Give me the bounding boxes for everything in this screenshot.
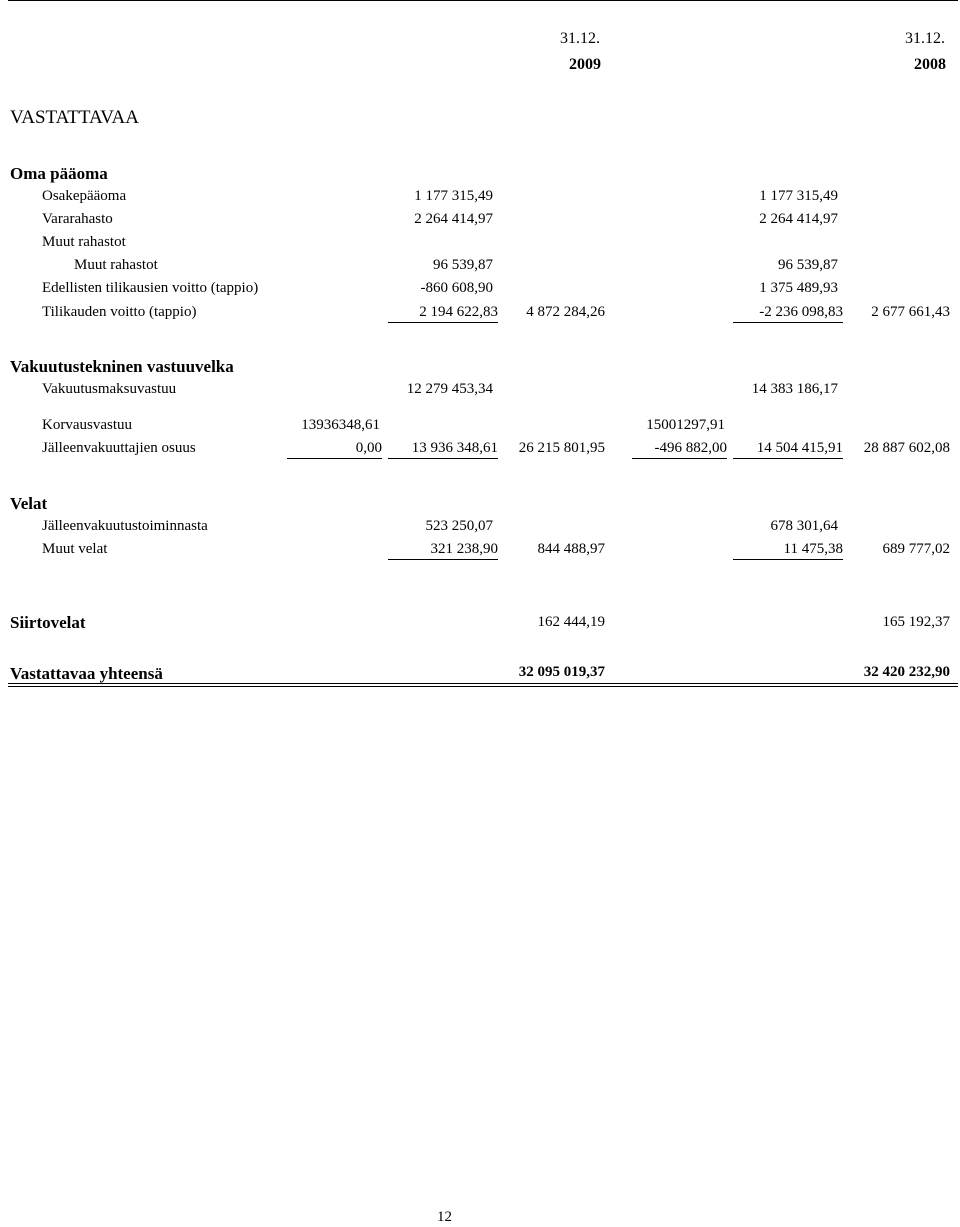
value-tilikauden-2009: 2 194 622,83 <box>388 304 498 323</box>
total-vastuuvelka-2009: 26 215 801,95 <box>518 440 605 456</box>
total-siirtovelat-2008: 165 192,37 <box>882 614 950 630</box>
section-heading-velat: Velat <box>10 494 48 513</box>
row-label-tilikauden: Tilikauden voitto (tappio) <box>42 304 197 320</box>
section-heading-vastuuvelka: Vakuutustekninen vastuuvelka <box>10 357 234 376</box>
total-oma-paaoma-2008: 2 677 661,43 <box>871 304 950 320</box>
page-number: 12 <box>437 1209 452 1225</box>
total-oma-paaoma-2009: 4 872 284,26 <box>526 304 605 320</box>
row-label-edellisten: Edellisten tilikausien voitto (tappio) <box>42 280 259 296</box>
value-osakepaaoma-2009: 1 177 315,49 <box>414 188 493 204</box>
total-velat-2009: 844 488,97 <box>537 541 605 557</box>
value-muut-rahastot-2008: 96 539,87 <box>778 257 838 273</box>
value-tilikauden-2008: -2 236 098,83 <box>733 304 843 323</box>
section-heading-oma-paaoma: Oma pääoma <box>10 164 108 183</box>
row-label-korvausvastuu: Korvausvastuu <box>42 417 132 433</box>
header-year-2008: 2008 <box>914 56 946 73</box>
value-muut-velat-2009: 321 238,90 <box>388 541 498 560</box>
subvalue-jalleenvakuuttajien-2009: 0,00 <box>287 440 382 459</box>
total-velat-2008: 689 777,02 <box>882 541 950 557</box>
row-label-jalleenvakuuttajien: Jälleenvakuuttajien osuus <box>42 440 196 456</box>
row-label-osakepaaoma: Osakepääoma <box>42 188 127 204</box>
row-label-muut-rahastot: Muut rahastot <box>74 257 158 273</box>
value-jalleenvakuutustoiminnasta-2008: 678 301,64 <box>770 518 838 534</box>
subvalue-korvausvastuu-2008: 15001297,91 <box>646 417 725 433</box>
top-rule <box>8 0 958 1</box>
header-date-2009: 31.12. <box>560 30 600 47</box>
value-osakepaaoma-2008: 1 177 315,49 <box>759 188 838 204</box>
row-label-jalleenvakuutustoiminnasta: Jälleenvakuutustoiminnasta <box>42 518 208 534</box>
value-jalleenvakuutustoiminnasta-2009: 523 250,07 <box>425 518 493 534</box>
value-muut-rahastot-2009: 96 539,87 <box>433 257 493 273</box>
value-vakuutusmaksuvastuu-2009: 12 279 453,34 <box>406 381 493 397</box>
value-vararahasto-2009: 2 264 414,97 <box>414 211 493 227</box>
row-label-muut-rahastot-group: Muut rahastot <box>42 234 126 250</box>
value-edellisten-2009: -860 608,90 <box>420 280 493 296</box>
value-vararahasto-2008: 2 264 414,97 <box>759 211 838 227</box>
total-siirtovelat-2009: 162 444,19 <box>537 614 605 630</box>
row-label-vararahasto: Vararahasto <box>42 211 113 227</box>
total-vastuuvelka-2008: 28 887 602,08 <box>863 440 950 456</box>
header-year-2009: 2009 <box>569 56 601 73</box>
value-korvausvastuu-net-2009: 13 936 348,61 <box>388 440 498 459</box>
total-double-rule <box>8 683 958 687</box>
header-date-2008: 31.12. <box>905 30 945 47</box>
value-edellisten-2008: 1 375 489,93 <box>759 280 838 296</box>
value-muut-velat-2008: 11 475,38 <box>733 541 843 560</box>
value-vakuutusmaksuvastuu-2008: 14 383 186,17 <box>751 381 838 397</box>
subvalue-korvausvastuu-2009: 13936348,61 <box>301 417 380 433</box>
subvalue-jalleenvakuuttajien-2008: -496 882,00 <box>632 440 727 459</box>
page-title: VASTATTAVAA <box>10 107 139 128</box>
total-vastattavaa-2008: 32 420 232,90 <box>863 664 950 680</box>
row-label-siirtovelat: Siirtovelat <box>10 613 86 632</box>
row-label-vakuutusmaksuvastuu: Vakuutusmaksuvastuu <box>42 381 177 397</box>
total-vastattavaa-2009: 32 095 019,37 <box>518 664 605 680</box>
row-label-vastattavaa-yhteensa: Vastattavaa yhteensä <box>10 664 163 683</box>
value-korvausvastuu-net-2008: 14 504 415,91 <box>733 440 843 459</box>
row-label-muut-velat: Muut velat <box>42 541 108 557</box>
